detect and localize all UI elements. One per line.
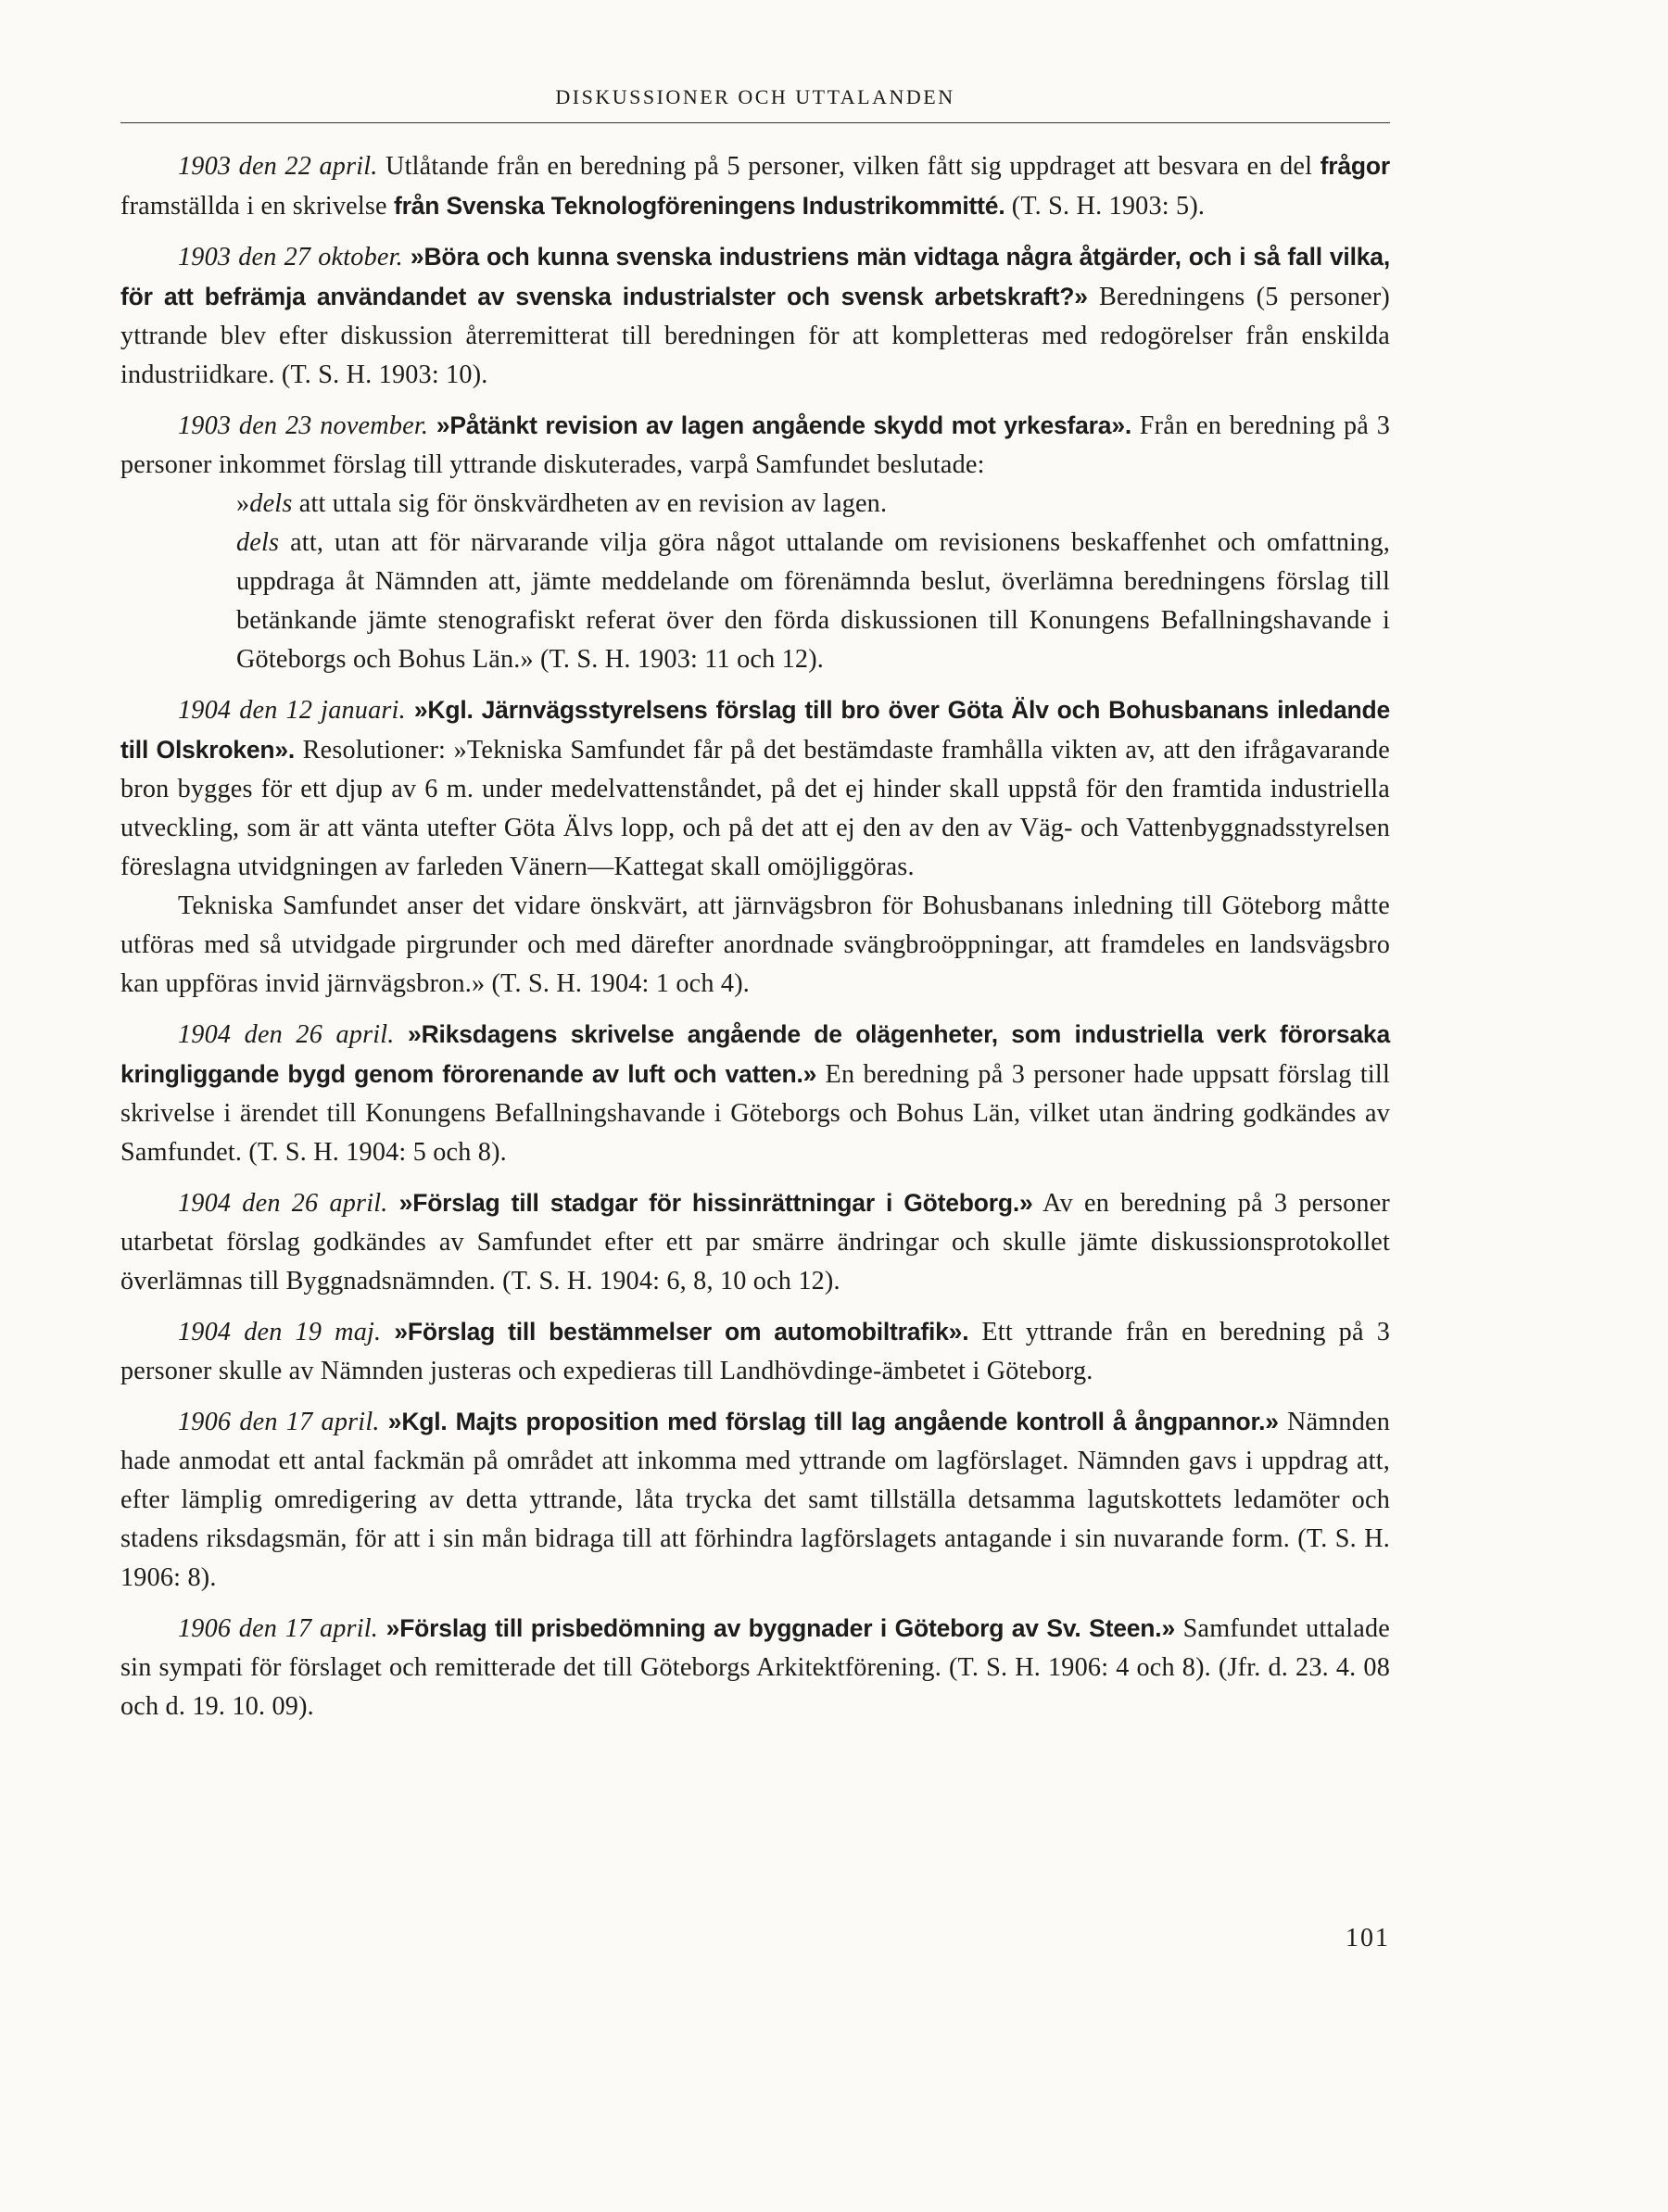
header-rule: [120, 122, 1390, 123]
entry-1904-04-26-a: [120, 1015, 1390, 1172]
entry-1906-04-17-a: [120, 1402, 1390, 1598]
clause-text: att uttala sig för önskvärdheten av en revision av lagen.: [292, 489, 888, 518]
entry-text: Samfundet uttalade sin sympati för förslaget och remitterade det till Göteborgs Arkitektförening. (T. S. H. 1906: 4 och 8). (Jfr. d. 23. 4. 08 och d. 19. 10. 09).: [120, 1614, 1390, 1721]
entry-1904-05-19: [120, 1312, 1390, 1391]
entry-title: »Förslag till bestämmelser om automobiltrafik».: [394, 1318, 969, 1346]
entry-title: »Kgl. Järnvägsstyrelsens förslag till bro över Göta Älv och Bohusbanans inledande till Olskroken».: [120, 696, 1391, 764]
entry-text: Av en beredning på 3 personer utarbetat förslag godkändes av Samfundet efter ett par smärre ändringar och skulle jämte diskussionsprotokollet överlämnas till Byggnadsnämnden. (T. S. H. 1904: 6, 8, 10 och 12).: [120, 1189, 1391, 1296]
entry-text: Resolutioner: »Tekniska Samfundet får på det bestämdaste framhålla vikten av, att den ifrågavarande bron bygges för ett djup av 6 m. under medelvattenståndet, på det ej hinder skall uppstå för den framtida industriella utveckling, som är att vänta utefter Göta Älvs lopp, och på det att ej den av den av Väg- och Vattenbyggnadsstyrelsen föreslagna utvidgningen av farleden Vänern—Kattegat skall omöjliggöras.: [120, 736, 1390, 881]
entry-title: »Påtänkt revision av lagen angående skydd mot yrkesfara».: [436, 411, 1132, 439]
entry-text: Nämnden hade anmodat ett antal fackmän på området att inkomma med yttrande om lagförslaget. Nämnden gavs i uppdrag att, efter lämplig omredigering av detta yttrande, låta trycka det samt tillställa detsamma lagutskottets ledamöter och stadens riksdagsmän, för att i sin mån bidraga till att förhindra lagförslagets antagande i sin nuvarande form. (T. S. H. 1906: 8).: [120, 1408, 1390, 1592]
entry-text: En beredning på 3 personer hade uppsatt förslag till skrivelse i ärendet till Konungens Befallningshavande i Göteborgs och Bohus Län, vilket utan ändring godkändes av Samfundet. (T. S. H. 1904: 5 och 8).: [120, 1060, 1390, 1167]
entry-date: 1904 den 12 januari.: [178, 696, 406, 725]
entry-text: Ett yttrande från en beredning på 3 personer skulle av Nämnden justeras och expedieras till Landhövdinge-ämbetet i Göteborg.: [120, 1318, 1390, 1385]
entry-title: »Böra och kunna svenska industriens män vidtaga några åtgärder, och i så fall vilka, för att befrämja användandet av svenska industrialster och svensk arbetskraft?»: [120, 243, 1390, 310]
entry-date: 1903 den 23 november.: [178, 411, 429, 440]
clause-label: dels: [249, 489, 293, 518]
page-number: 101: [1346, 1924, 1390, 1953]
entry-emphasis: från Svenska Teknologföreningens Industrikommitté.: [394, 192, 1005, 220]
running-head: DISKUSSIONER OCH UTTALANDEN: [555, 85, 955, 108]
entry-text: (T. S. H. 1903: 5).: [1005, 192, 1206, 221]
entry-1903-10-27: [120, 237, 1390, 395]
clause-text: att, utan att för närvarande vilja göra något uttalande om revisionens beskaffenhet och omfattning, uppdraga åt Nämnden att, jämte meddelande om förenämnda beslut, överlämna beredningens förslag till betänkande jämte stenografiskt referat över den förda diskussionen till Konungens Befallningshavande i Göteborgs och Bohus Län.» (T. S. H. 1903: 11 och 12).: [236, 528, 1390, 674]
quote-mark: »: [236, 489, 250, 518]
entry-date: 1904 den 26 april.: [178, 1020, 395, 1049]
entry-1903-11-23: [120, 406, 1390, 485]
entry-1903-04-22: [120, 146, 1390, 226]
entry-date: 1904 den 26 april.: [178, 1189, 388, 1218]
entry-date: 1903 den 22 april.: [178, 152, 378, 181]
entry-1904-04-26-b: [120, 1183, 1390, 1301]
resolution-clause: [120, 524, 1390, 679]
entry-date: 1906 den 17 april.: [178, 1408, 380, 1436]
clause-label: dels: [236, 528, 280, 557]
entry-date: 1903 den 27 oktober.: [178, 243, 403, 272]
resolution-clause: [120, 485, 1390, 524]
entry-text: Från en beredning på 3 personer inkommet förslag till yttrande diskuterades, varpå Samfundet beslutade:: [120, 411, 1390, 479]
entry-title: »Förslag till prisbedömning av byggnader i Göteborg av Sv. Steen.»: [385, 1614, 1175, 1642]
entry-text: framställda i en skrivelse: [120, 192, 395, 221]
entry-1904-01-12: [120, 690, 1390, 887]
entry-1906-04-17-b: [120, 1609, 1390, 1726]
entry-text: Utlåtande från en beredning på 5 personer, vilken fått sig uppdraget att besvara en del: [377, 152, 1320, 181]
entry-date: 1906 den 17 april.: [178, 1614, 379, 1643]
entry-title: »Kgl. Majts proposition med förslag till lag angående kontroll å ångpannor.»: [387, 1408, 1279, 1435]
entry-title: »Riksdagens skrivelse angående de olägenheter, som industriella verk förorsaka kringliggande bygd genom förorenande av luft och vatten.»: [120, 1020, 1391, 1088]
entry-date: 1904 den 19 maj.: [178, 1318, 382, 1346]
entry-continuation: Tekniska Samfundet anser det vidare önskvärt, att järnvägsbron för Bohusbanans inledning till Göteborg måtte utföras med så utvidgade pirgrunder och med därefter anordnade svängbroöppningar, att framdeles en landsvägsbro kan uppföras invid järnvägsbron.» (T. S. H. 1904: 1 och 4).: [120, 891, 1390, 998]
entry-emphasis: frågor: [1320, 152, 1390, 180]
entry-title: »Förslag till stadgar för hissinrättningar i Göteborg.»: [398, 1189, 1033, 1217]
entry-text: Beredningens (5 personer) yttrande blev efter diskussion återremitterat till beredningen för att kompletteras med redogörelser från enskilda industriidkare. (T. S. H. 1903: 10).: [120, 283, 1391, 389]
page-body: [120, 146, 1390, 1738]
